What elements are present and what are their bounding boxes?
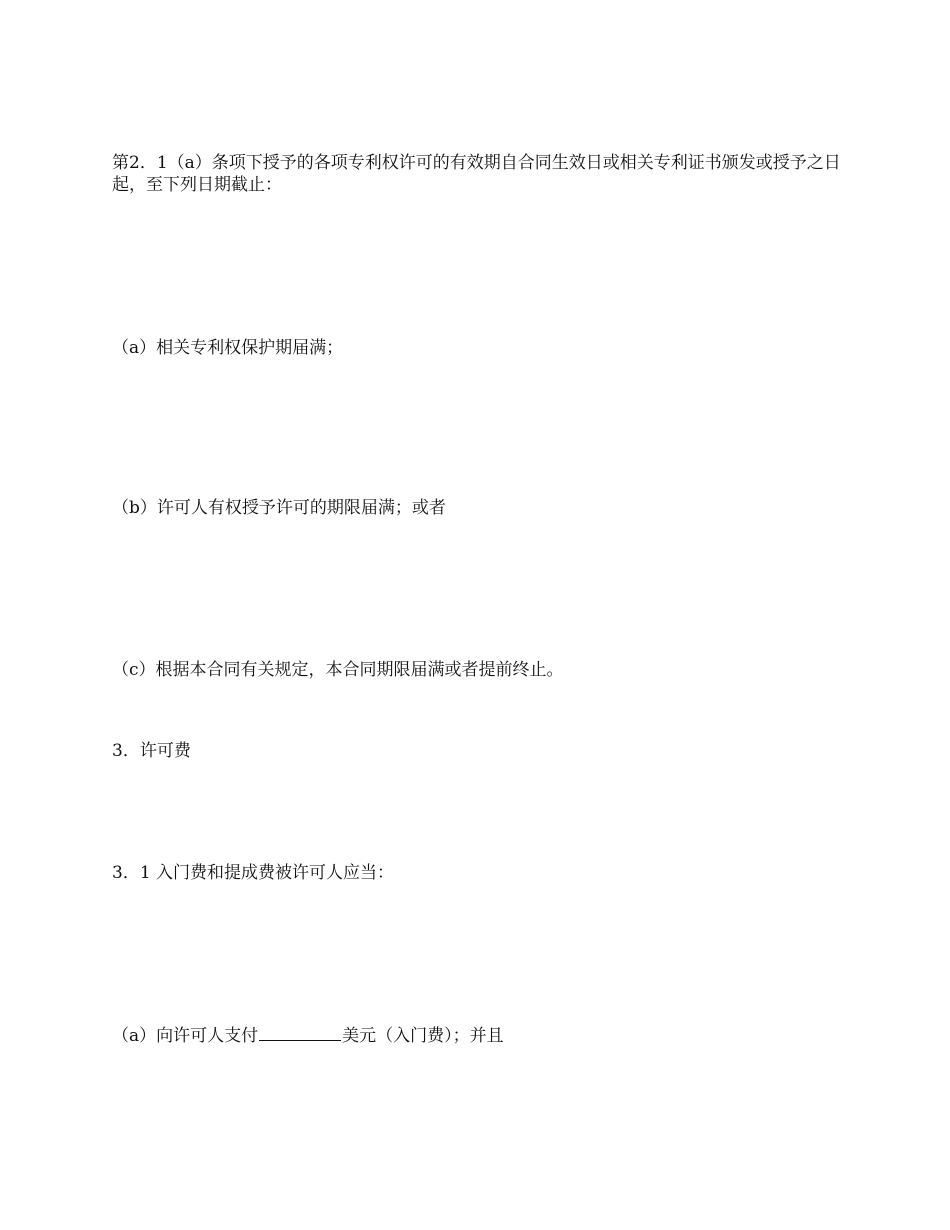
- paragraph-item-c: （c）根据本合同有关规定，本合同期限届满或者提前终止。: [112, 660, 564, 680]
- paragraph-term-intro: 第2．1（a）条项下授予的各项专利权许可的有效期自合同生效日或相关专利证书颁发或授予之日起，至下列日期截止：: [112, 153, 841, 195]
- payment-a-suffix: 美元（入门费）；并且: [342, 1026, 504, 1046]
- paragraph-section-3-1: 3．1 入门费和提成费被许可人应当：: [112, 863, 395, 883]
- section-3-heading: 3．许可费: [112, 741, 191, 761]
- amount-blank-line: [259, 1023, 341, 1041]
- payment-a-prefix: （a）向许可人支付: [112, 1026, 259, 1046]
- paragraph-payment-a: [112, 1023, 842, 1047]
- paragraph-item-a: （a）相关专利权保护期届满；: [112, 338, 344, 358]
- paragraph-item-b: （b）许可人有权授予许可的期限届满；或者: [112, 498, 446, 518]
